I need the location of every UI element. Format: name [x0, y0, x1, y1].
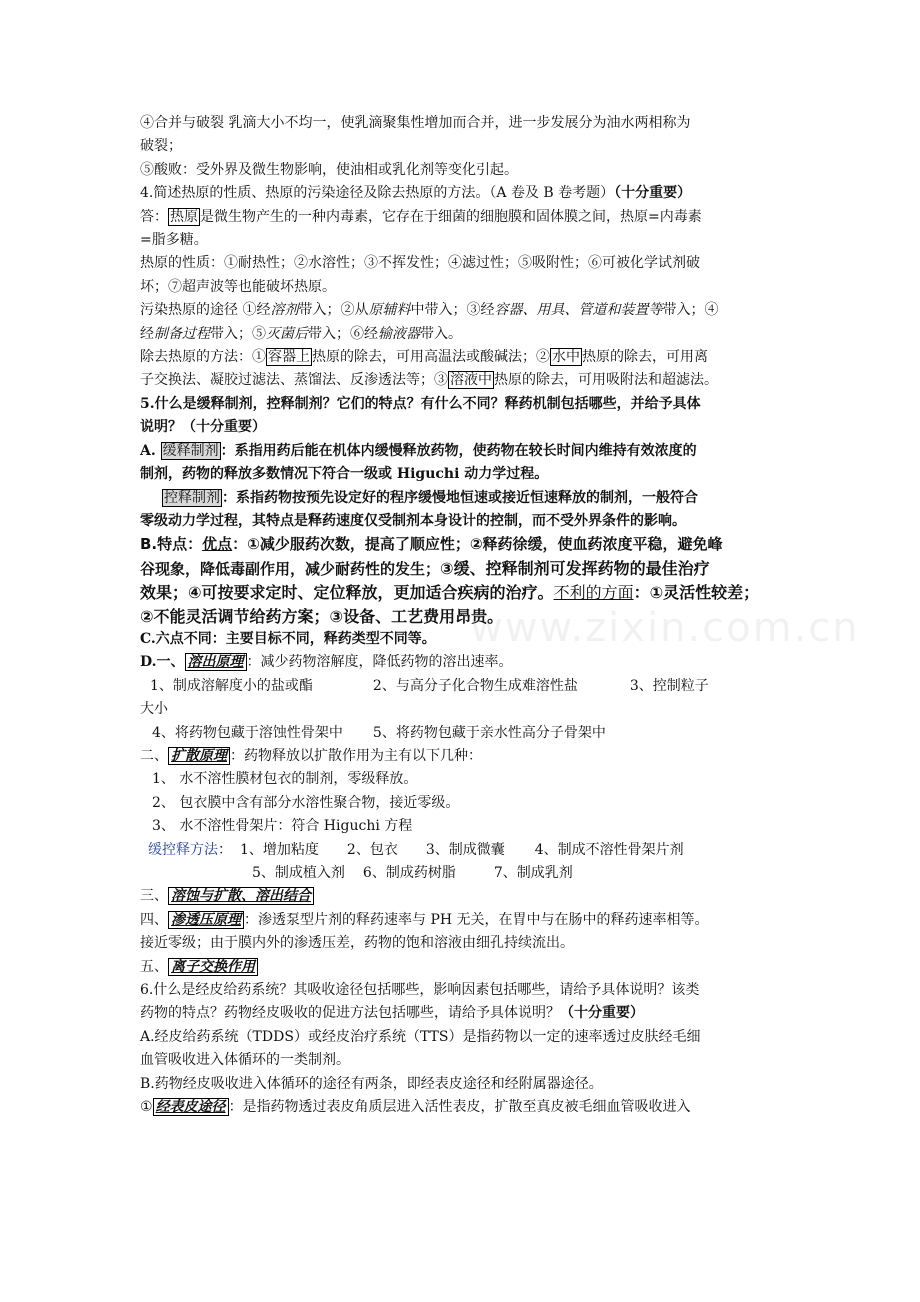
text-line	[140, 768, 790, 791]
text: 热原的除去，可用离	[582, 349, 708, 366]
text: 说明？（十分重要）	[140, 419, 266, 436]
text: 带入；⑤	[210, 325, 266, 342]
text-line	[140, 628, 790, 651]
text-line	[140, 229, 790, 252]
text: 热原的性质：①耐热性；②水溶性；③不挥发性；④滤过性；⑤吸附性；⑥可被化学试剂破	[140, 255, 700, 272]
method-label: 缓控释方法	[148, 841, 218, 858]
boxed-heading: 离子交换作用	[168, 958, 258, 976]
text-line	[140, 323, 790, 346]
text-line	[140, 1002, 790, 1025]
text: 带入。	[420, 325, 462, 342]
text: 1、制成溶解度小的盐或酯	[150, 677, 313, 694]
text: ④合并与破裂 乳滴大小不均一，使乳滴聚集性增加而合并，进一步发展分为油水两相称为	[140, 115, 691, 131]
underlined-term: 优点	[202, 535, 233, 554]
text-line	[140, 557, 790, 581]
text: 效果；④可按要求定时、定位释放，更加适合疾病的治疗。	[140, 583, 554, 603]
text: 五、	[140, 958, 168, 975]
text: 5、制成植入剂	[252, 865, 345, 881]
text: 答：	[140, 208, 168, 225]
text: ：①减少服药次数，提高了顺应性；②释药徐缓，使血药浓度平稳，避免峰	[232, 535, 723, 554]
text: 药物的特点？药物经皮吸收的促进方法包括哪些，请给予具体说明？	[140, 1005, 560, 1022]
text: ：系指药物按预先设定好的程序缓慢地恒速或接近恒速释放的制剂，一般符合	[222, 489, 698, 506]
boxed-heading: 渗透压原理	[168, 911, 244, 929]
text: 子交换法、凝胶过滤法、蒸馏法、反渗透法等；③	[140, 372, 448, 389]
boxed-heading: 溶蚀与扩散、溶出结合	[168, 887, 314, 905]
text: 6.什么是经皮给药系统？其吸收途径包括哪些，影响因素包括哪些，请给予具体说明？该类	[140, 982, 700, 999]
text-line	[140, 135, 790, 158]
text: ②不能灵活调节给药方案；③设备、工艺费用昂贵。	[140, 606, 504, 626]
text: 接近零级；由于膜内外的渗透压差，药物的饱和溶液由细孔持续流出。	[140, 935, 574, 952]
text-line	[140, 675, 790, 698]
text-line	[140, 932, 790, 955]
text: 4、将药物包藏于溶蚀性骨架中	[152, 724, 343, 741]
text: 大小	[140, 701, 168, 718]
text: ：渗透泵型片剂的释药速率与 PH 无关，在胃中与在肠中的释药速率相等。	[244, 911, 709, 928]
text: 4.简述热原的性质、热原的污染途径及除去热原的方法。（A 卷及 B 卷考题）	[140, 185, 615, 202]
text-line	[140, 1096, 790, 1119]
boxed-heading: 扩散原理	[168, 747, 230, 765]
boxed-term: 热原	[170, 208, 198, 225]
text-line	[140, 276, 790, 299]
text: ⑤酸败：受外界及微生物影响，使油相或乳化剂等变化引起。	[140, 161, 518, 178]
boxed-heading: 经表皮途径	[153, 1098, 229, 1116]
text-line	[140, 252, 790, 275]
text-line	[140, 1026, 790, 1049]
text: 5.什么是缓释制剂，控释制剂？它们的特点？有什么不同？释药机制包括哪些，并给予具体	[140, 395, 701, 412]
boxed-term: 溶液中	[450, 372, 492, 389]
text-line	[140, 745, 790, 768]
text: 除去热原的方法：①	[140, 349, 266, 366]
text: 5、将药物包藏于亲水性高分子骨架中	[372, 724, 606, 741]
text: A.经皮给药系统（TDDS）或经皮治疗系统（TTS）是指药物以一定的速率透过皮肤经毛细	[140, 1028, 701, 1045]
text-line	[140, 533, 790, 556]
underlined-term: 不利的方面	[553, 583, 634, 603]
boxed-term: 水中	[552, 349, 580, 366]
question-5-title	[140, 393, 790, 416]
text: B.特点：	[140, 535, 203, 554]
text-line	[140, 1049, 790, 1072]
text-line	[140, 698, 790, 721]
italic-term: 制备过程	[154, 325, 210, 342]
text: A.	[140, 442, 161, 459]
italic-term: 容器、用具、管道和装置等	[494, 302, 663, 319]
text: 3、 水不溶性骨架片：符合 Higuchi 方程	[152, 818, 413, 835]
text: B.药物经皮吸收进入体循环的途径有两条，即经表皮途径和经附属器途径。	[140, 1075, 603, 1092]
text: 1、增加粘度	[240, 841, 319, 858]
text-line	[140, 112, 790, 135]
text-line	[140, 651, 790, 674]
boxed-term: 容器上	[268, 349, 310, 366]
text-line	[140, 909, 790, 932]
question-4-title	[140, 182, 790, 205]
text: 三、	[140, 888, 168, 905]
text-line	[140, 299, 790, 322]
shaded-term: 缓释制剂	[162, 442, 219, 459]
text: ③缓、控释制剂可发挥药物的最佳治疗	[440, 558, 710, 578]
text: 制剂，药物的释放多数情况下符合一级或 Higuchi 动力学过程。	[140, 466, 549, 483]
text: 1、 水不溶性膜材包衣的制剂，零级释放。	[152, 771, 418, 788]
text: ①	[140, 1099, 153, 1116]
text-line	[140, 581, 790, 604]
italic-term: 灭菌后	[266, 325, 308, 342]
text: 血管吸收进入体循环的一类制剂。	[140, 1052, 350, 1069]
importance-tag: （十分重要）	[560, 1005, 644, 1022]
text: D.一、	[140, 654, 185, 671]
text: 4、制成不溶性骨架片剂	[534, 841, 684, 858]
text: 热原的除去，可用高温法或酸碱法；②	[312, 349, 550, 366]
text-line	[140, 815, 790, 838]
text: 7、制成乳剂	[493, 865, 573, 881]
text-line	[140, 722, 790, 745]
shaded-term: 控释制剂	[164, 489, 220, 506]
text: ：①灵活性较差；	[633, 583, 760, 603]
italic-term: 原辅料	[368, 302, 411, 319]
text: 2、 包衣膜中含有部分水溶性聚合物，接近零级。	[152, 794, 460, 811]
text: 热原的除去，可用吸附法和超滤法。	[494, 372, 718, 389]
text: ：药物释放以扩散作用为主有以下几种：	[230, 747, 482, 764]
text: ：是指药物透过表皮角质层进入活性表皮，扩散至真皮被毛细血管吸收进入	[228, 1099, 691, 1116]
text: 带入；⑥经	[308, 325, 378, 342]
text: 2、与高分子化合物生成难溶性盐	[372, 677, 578, 694]
text: 坏；⑦超声波等也能破坏热原。	[140, 278, 336, 295]
text: =脂多糖。	[140, 232, 208, 249]
text-line	[140, 792, 790, 815]
text: 中带入；③经	[410, 302, 495, 319]
text: 四、	[140, 911, 168, 928]
text-line	[140, 510, 790, 533]
text: 污染热原的途径 ①经	[140, 302, 271, 319]
text: 带入；④	[662, 302, 719, 319]
text: 谷现象，降低毒副作用，减少耐药性的发生；	[140, 559, 441, 578]
text: 零级动力学过程，其特点是释药速度仅受制剂本身设计的控制，而不受外界条件的影响。	[140, 512, 686, 529]
text-line	[140, 839, 790, 862]
text: ：系指用药后能在机体内缓慢释放药物，使药物在较长时间内维持有效浓度的	[220, 442, 697, 459]
text: 经	[140, 325, 154, 342]
watermark: www.zixin.com.cn	[470, 605, 860, 651]
text-line	[140, 885, 790, 908]
text-line	[140, 440, 790, 463]
text-line	[140, 1073, 790, 1096]
text-line	[140, 862, 790, 885]
italic-term: 输液器	[378, 325, 420, 342]
text-line	[140, 206, 790, 229]
italic-term: 溶剂	[270, 302, 299, 319]
text-line	[140, 487, 790, 510]
text: 是微生物产生的一种内毒素，它存在于细菌的细胞膜和固体膜之间，热原=内毒素	[200, 208, 702, 225]
text: C.六点不同：主要目标不同，释药类型不同等。	[140, 630, 436, 647]
text-line	[140, 369, 790, 392]
text: ：	[218, 841, 232, 858]
text: ：减少药物溶解度，降低药物的溶出速率。	[246, 654, 513, 671]
question-6-title	[140, 979, 790, 1002]
importance-tag: （十分重要）	[614, 185, 692, 202]
text: 2、包衣	[346, 841, 398, 858]
text-line	[140, 605, 790, 628]
text: 6、制成药树脂	[362, 865, 456, 881]
text: 二、	[140, 747, 168, 764]
document-page	[140, 112, 790, 1119]
text-line	[140, 346, 790, 369]
text-line	[140, 159, 790, 182]
text: 3、控制粒子	[629, 677, 709, 694]
text-line	[140, 463, 790, 486]
boxed-heading: 溶出原理	[185, 653, 247, 671]
text: 3、制成微囊	[425, 841, 505, 858]
text-line	[140, 416, 790, 439]
text-line	[140, 956, 790, 979]
text: 破裂；	[140, 138, 182, 155]
text: 带入；②从	[298, 302, 369, 319]
